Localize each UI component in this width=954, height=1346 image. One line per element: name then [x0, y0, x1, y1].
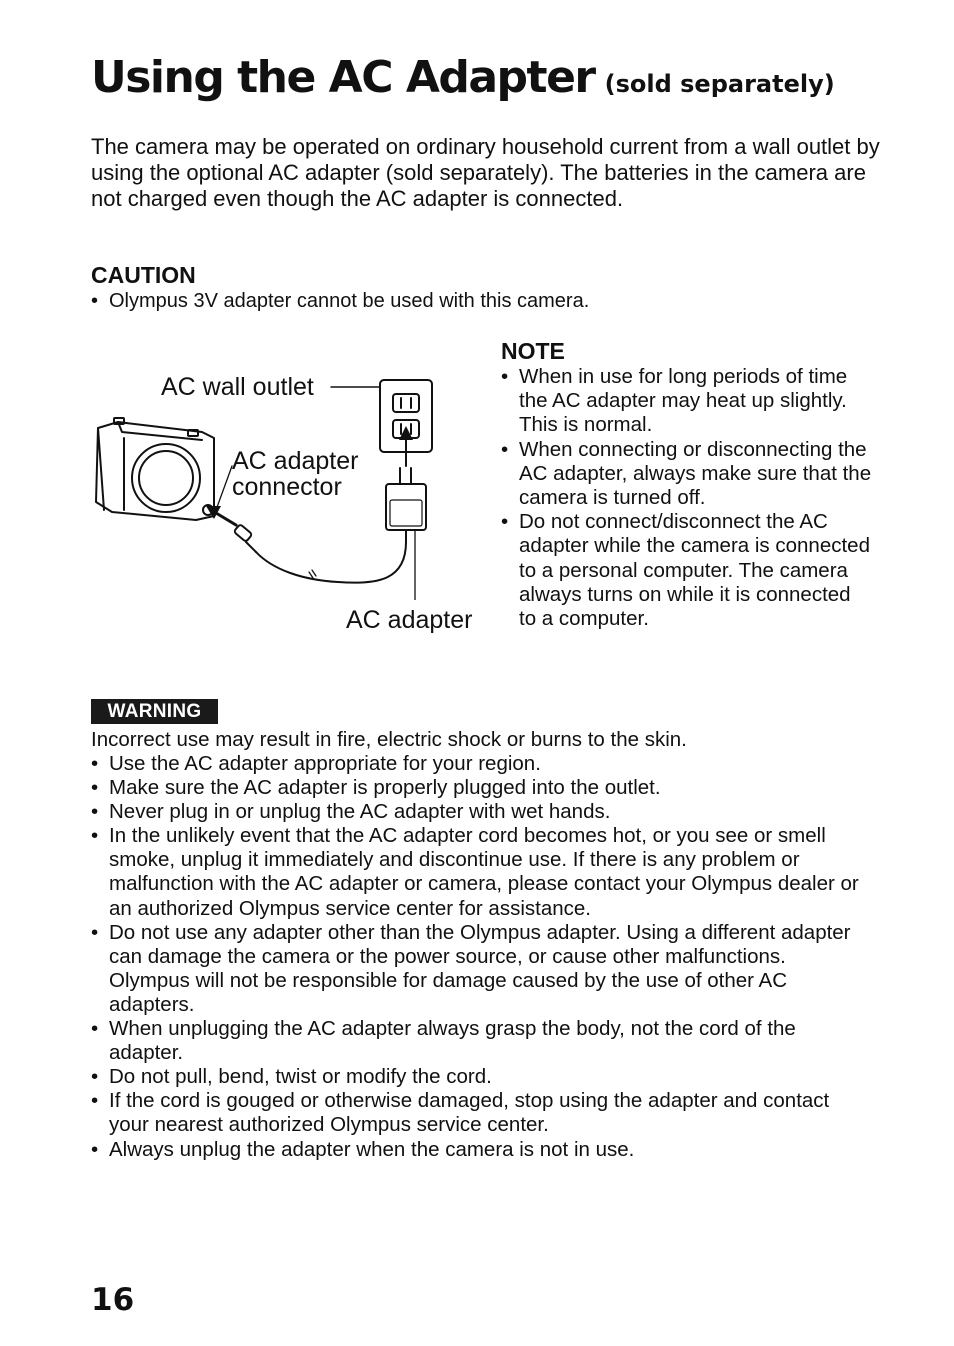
warning-item: • Do not pull, bend, twist or modify the cord. — [91, 1065, 871, 1089]
intro-paragraph: The camera may be operated on ordinary household current from a wall outlet by using the optional AC adapter (sold separately). The batteries in the camera are not charged even though the AC adapter is connected. — [91, 134, 880, 211]
caution-item: • Olympus 3V adapter cannot be used with this camera. — [91, 289, 871, 313]
warning-intro: Incorrect use may result in fire, electric shock or burns to the skin. — [91, 728, 687, 751]
label-ac-wall-outlet: AC wall outlet — [161, 373, 314, 401]
warning-item: • Always unplug the adapter when the camera is not in use. — [91, 1138, 871, 1162]
warning-list — [91, 752, 871, 1162]
page-number: 16 — [91, 1282, 135, 1318]
ac-adapter-icon — [386, 468, 426, 542]
note-heading: NOTE — [501, 338, 565, 364]
note-item: • When connecting or disconnecting the AC adapter, always make sure that the camera is turned off. — [501, 438, 873, 511]
warning-item: • In the unlikely event that the AC adapter cord becomes hot, or you see or smell smoke, unplug it immediately and discontinue use. If there is any problem or malfunction with the AC adapter or camera, please contact your Olympus dealer or an authorized Olympus service center for assistance. — [91, 824, 871, 920]
warning-item: • Do not use any adapter other than the Olympus adapter. Using a different adapter can damage the camera or the power source, or cause other malfunctions. Olympus will not be responsible for damage caused by the use of other AC adapters. — [91, 921, 871, 1017]
note-item: • Do not connect/disconnect the AC adapter while the camera is connected to a personal computer. The camera always turns on while it is connected to a computer. — [501, 510, 873, 631]
note-list — [501, 365, 873, 631]
label-connector-line2: connector — [232, 473, 342, 501]
warning-item: • When unplugging the AC adapter always grasp the body, not the cord of the adapter. — [91, 1017, 871, 1065]
camera-icon — [96, 418, 214, 520]
title-main: Using the AC Adapter — [91, 52, 595, 103]
warning-item: • If the cord is gouged or otherwise damaged, stop using the adapter and contact your nearest authorized Olympus service center. — [91, 1089, 871, 1137]
title-subtitle: (sold separately) — [604, 70, 835, 98]
caution-heading: CAUTION — [91, 262, 196, 288]
warning-item: • Use the AC adapter appropriate for your region. — [91, 752, 871, 776]
label-connector-line1: AC adapter — [232, 447, 359, 475]
caution-list — [91, 289, 871, 313]
label-ac-adapter: AC adapter — [346, 606, 473, 634]
label-ac-adapter-connector — [232, 448, 358, 500]
warning-item: • Never plug in or unplug the AC adapter with wet hands. — [91, 800, 871, 824]
page-title — [91, 52, 835, 103]
warning-item: • Make sure the AC adapter is properly plugged into the outlet. — [91, 776, 871, 800]
warning-badge: WARNING — [91, 699, 218, 724]
note-item: • When in use for long periods of time the AC adapter may heat up slightly. This is normal. — [501, 365, 873, 438]
